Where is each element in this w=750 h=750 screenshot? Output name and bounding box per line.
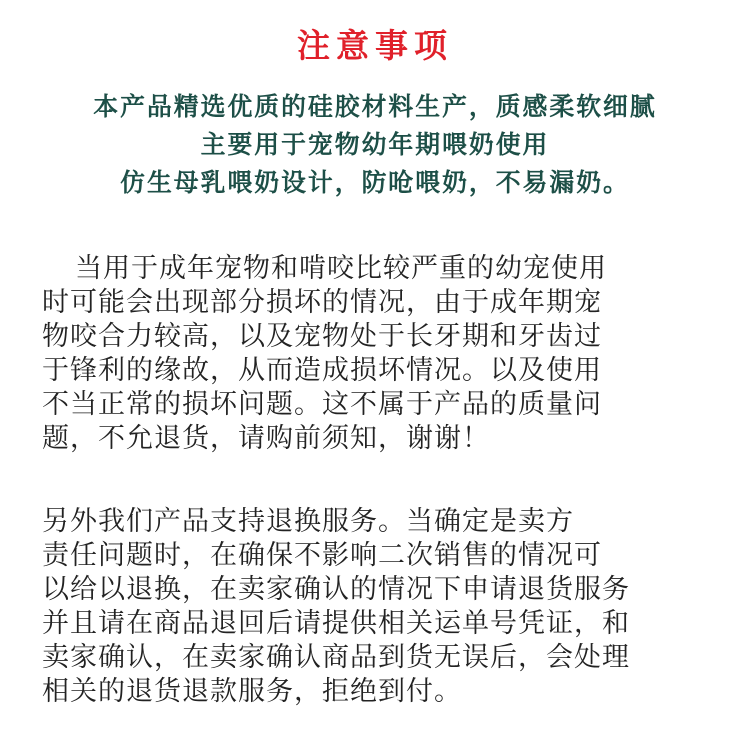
damage-notice-paragraph — [42, 252, 722, 456]
intro-line: 主要用于宠物幼年期喂奶使用 — [200, 130, 550, 159]
paragraph-line: 时可能会出现部分损坏的情况，由于成年期宠 — [42, 287, 602, 318]
paragraph-line: 于锋利的缘故，从而造成损坏情况。以及使用 — [42, 355, 602, 386]
intro-section — [0, 88, 750, 202]
paragraph-line: 以给以退换，在卖家确认的情况下申请退货服务 — [42, 574, 630, 605]
intro-line: 仿生母乳喂奶设计，防呛喂奶，不易漏奶。 — [120, 168, 630, 197]
paragraph-line: 当用于成年宠物和啃咬比较严重的幼宠使用 — [75, 253, 607, 284]
notice-title: 注意事项 — [297, 26, 453, 65]
paragraph-line: 另外我们产品支持退换服务。当确定是卖方 — [42, 506, 574, 537]
paragraph-line: 责任问题时，在确保不影响二次销售的情况可 — [42, 540, 602, 571]
return-policy-paragraph — [42, 505, 722, 709]
paragraph-line: 卖家确认，在卖家确认商品到货无误后，会处理 — [42, 642, 630, 673]
paragraph-line: 物咬合力较高，以及宠物处于长牙期和牙齿过 — [42, 321, 602, 352]
intro-line: 本产品精选优质的硅胶材料生产，质感柔软细腻 — [93, 92, 657, 121]
paragraph-line: 不当正常的损坏问题。这不属于产品的质量问 — [42, 389, 602, 420]
paragraph-line: 并且请在商品退回后请提供相关运单号凭证，和 — [42, 608, 630, 639]
paragraph-line: 相关的退货退款服务，拒绝到付。 — [42, 676, 462, 707]
paragraph-line: 题，不允退货，请购前须知，谢谢！ — [42, 423, 490, 454]
